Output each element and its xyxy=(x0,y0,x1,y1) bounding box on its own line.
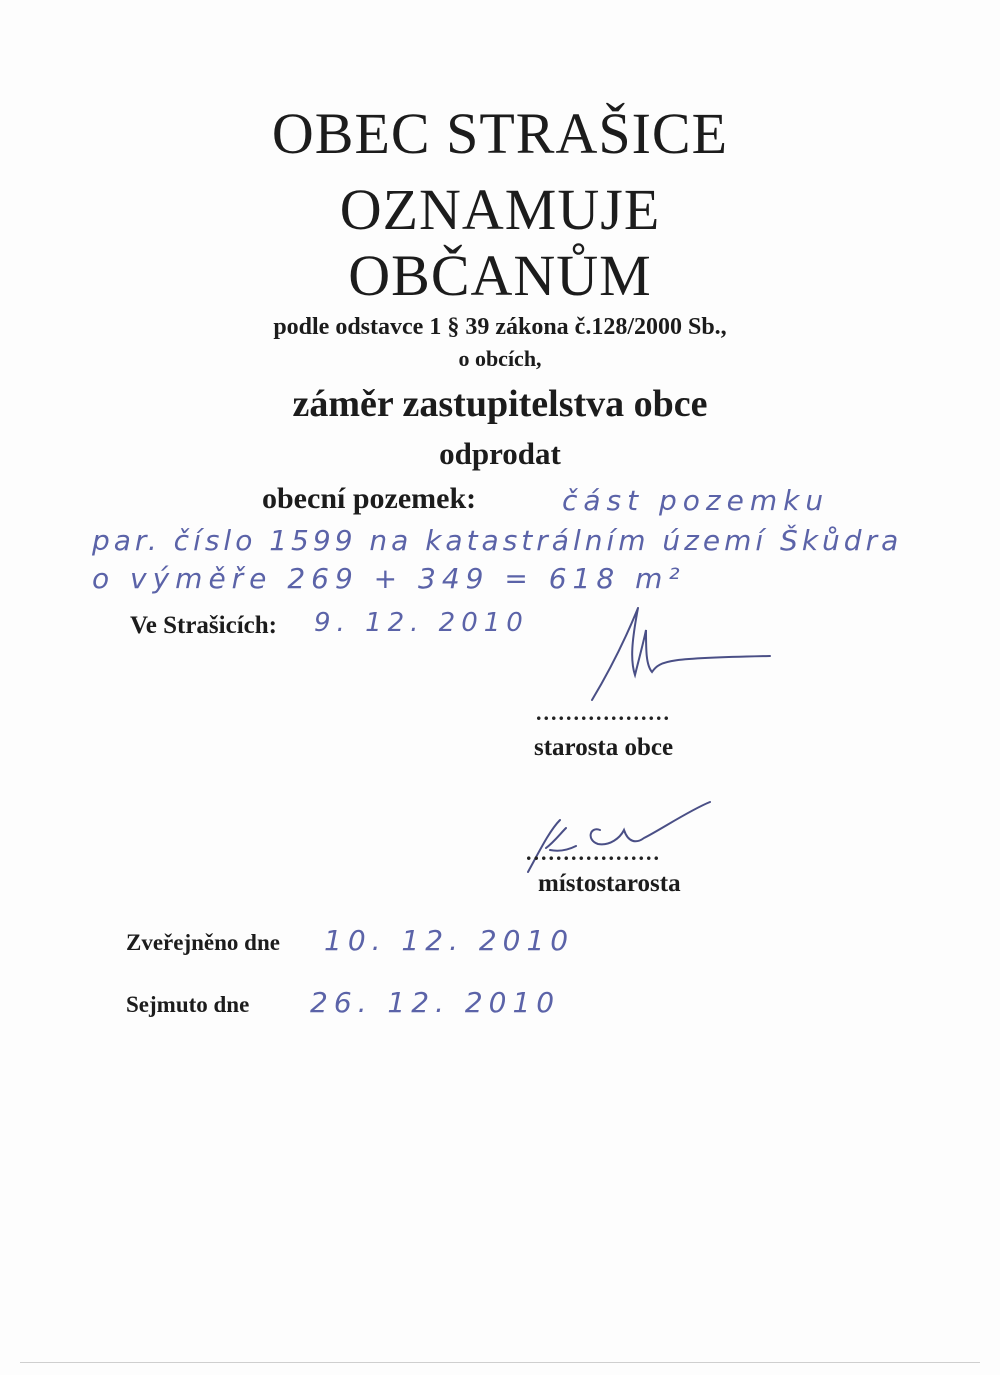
mayor-label: starosta obce xyxy=(534,734,674,761)
handwritten-published-date: 10. 12. 2010 xyxy=(324,924,575,957)
deputy-label: místostarosta xyxy=(538,870,681,897)
mayor-signature xyxy=(580,600,780,710)
scan-edge-line xyxy=(20,1362,980,1363)
handwritten-place-date: 9. 12. 2010 xyxy=(314,608,529,638)
handwritten-land-part: část pozemku xyxy=(562,484,830,517)
published-label: Zveřejněno dne xyxy=(126,930,280,955)
intent-action: odprodat xyxy=(439,436,561,471)
notice-title-line3: OBČANŮM xyxy=(348,243,652,308)
legal-reference: podle odstavce 1 § 39 zákona č.128/2000 Sb., xyxy=(273,314,727,340)
mayor-signature-dots: .................. xyxy=(536,700,671,725)
legal-reference-2: o obcích, xyxy=(458,346,542,371)
land-label: obecní pozemek: xyxy=(262,482,477,515)
deputy-signature-dots: .................. xyxy=(526,840,661,865)
notice-title-line2: OZNAMUJE xyxy=(339,177,661,242)
handwritten-parcel: par. číslo 1599 na katastrálním území Škůdra xyxy=(92,524,903,557)
handwritten-area: o výměře 269 + 349 = 618 m² xyxy=(92,562,686,595)
intent-heading: záměr zastupitelstva obce xyxy=(292,383,708,425)
deputy-signature xyxy=(520,790,720,880)
notice-title-line1: OBEC STRAŠICE xyxy=(271,101,729,166)
handwritten-removed-date: 26. 12. 2010 xyxy=(310,986,561,1019)
place-label: Ve Strašicích: xyxy=(130,612,277,639)
removed-label: Sejmuto dne xyxy=(126,992,250,1017)
